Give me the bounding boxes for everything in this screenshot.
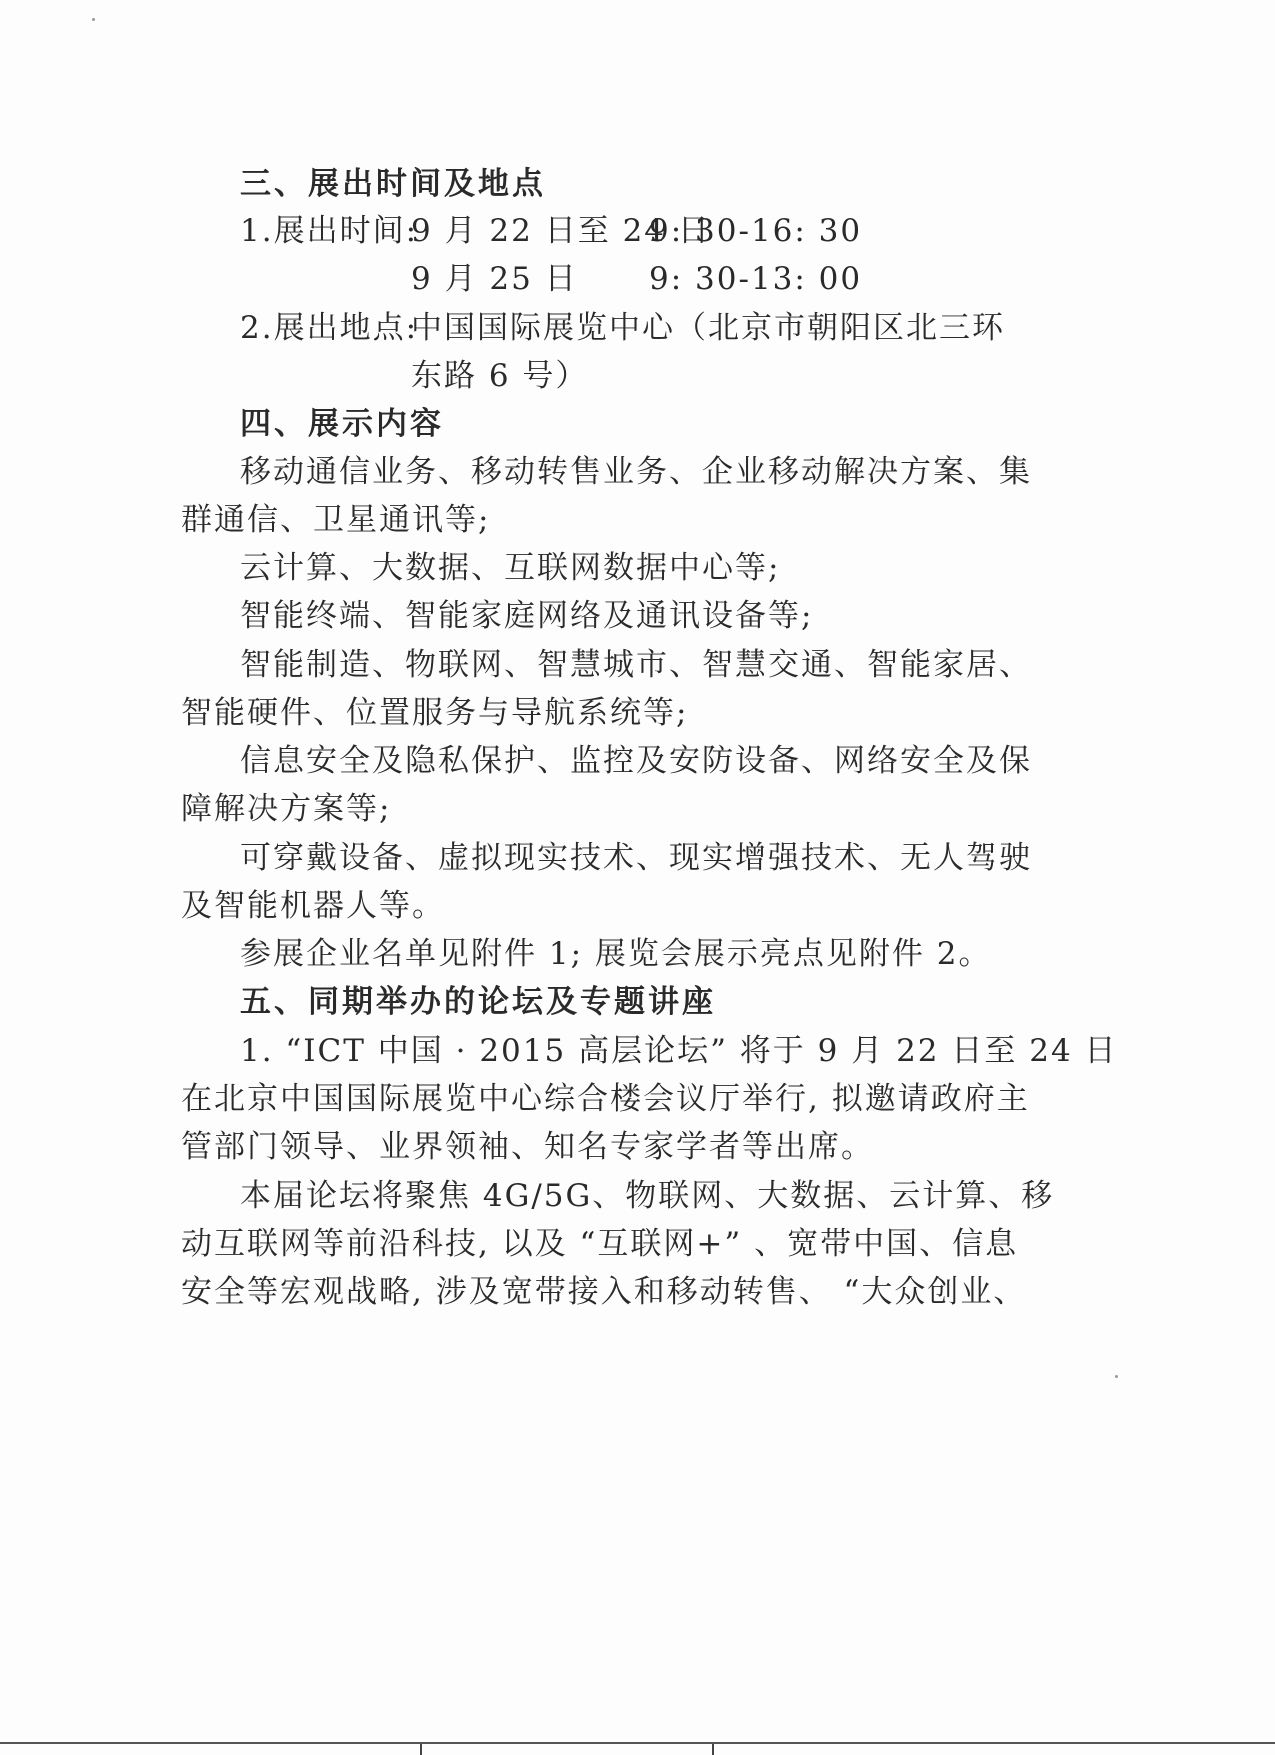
paragraph-line: 智能硬件、位置服务与导航系统等; [181, 695, 689, 731]
time-row2-hours: 9: 30-13: 00 [649, 261, 863, 297]
scan-speck [92, 18, 95, 21]
paragraph-line: 管部门领导、业界领袖、知名专家学者等出席。 [181, 1129, 874, 1165]
place-line-1: 中国国际展览中心（北京市朝阳区北三环 [411, 310, 1005, 346]
paragraph-line: 群通信、卫星通讯等; [181, 502, 491, 538]
paragraph-line: 移动通信业务、移动转售业务、企业移动解决方案、集 [240, 454, 1032, 490]
section-4-heading: 四、展示内容 [240, 406, 444, 442]
place-label: 2.展出地点: [240, 310, 419, 346]
time-label: 1.展出时间: [240, 213, 419, 249]
scan-edge-line [0, 1742, 1275, 1744]
scan-edge-tick [712, 1744, 714, 1755]
paragraph-line: 动互联网等前沿科技, 以及 “互联网+” 、宽带中国、信息 [181, 1226, 1019, 1262]
paragraph-line: 在北京中国国际展览中心综合楼会议厅举行, 拟邀请政府主 [181, 1081, 1030, 1117]
paragraph-line: 智能终端、智能家庭网络及通讯设备等; [240, 598, 814, 634]
scan-speck [1115, 1375, 1118, 1378]
paragraph-line: 参展企业名单见附件 1; 展览会展示亮点见附件 2。 [240, 936, 992, 972]
section-5-heading: 五、同期举办的论坛及专题讲座 [240, 984, 716, 1020]
paragraph-line: 障解决方案等; [181, 791, 392, 827]
time-row1-hours: 9: 30-16: 30 [649, 213, 863, 249]
place-line-2: 东路 6 号） [411, 358, 589, 394]
paragraph-line: 本届论坛将聚焦 4G/5G、物联网、大数据、云计算、移 [240, 1178, 1055, 1214]
scan-edge-tick [420, 1744, 422, 1755]
time-row2-date: 9 月 25 日 [411, 261, 578, 297]
paragraph-line: 及智能机器人等。 [181, 888, 445, 924]
time-row1-date: 9 月 22 日至 24 日 [411, 213, 711, 249]
paragraph-line: 安全等宏观战略, 涉及宽带接入和移动转售、 “大众创业、 [181, 1274, 1027, 1310]
section-3-heading: 三、展出时间及地点 [240, 166, 546, 202]
paragraph-line: 信息安全及隐私保护、监控及安防设备、网络安全及保 [240, 743, 1032, 779]
paragraph-line: 智能制造、物联网、智慧城市、智慧交通、智能家居、 [240, 647, 1032, 683]
paragraph-line: 可穿戴设备、虚拟现实技术、现实增强技术、无人驾驶 [240, 840, 1032, 876]
paragraph-line: 云计算、大数据、互联网数据中心等; [240, 550, 781, 586]
paragraph-line: 1. “ICT 中国 · 2015 高层论坛” 将于 9 月 22 日至 24 日 [240, 1033, 1118, 1069]
